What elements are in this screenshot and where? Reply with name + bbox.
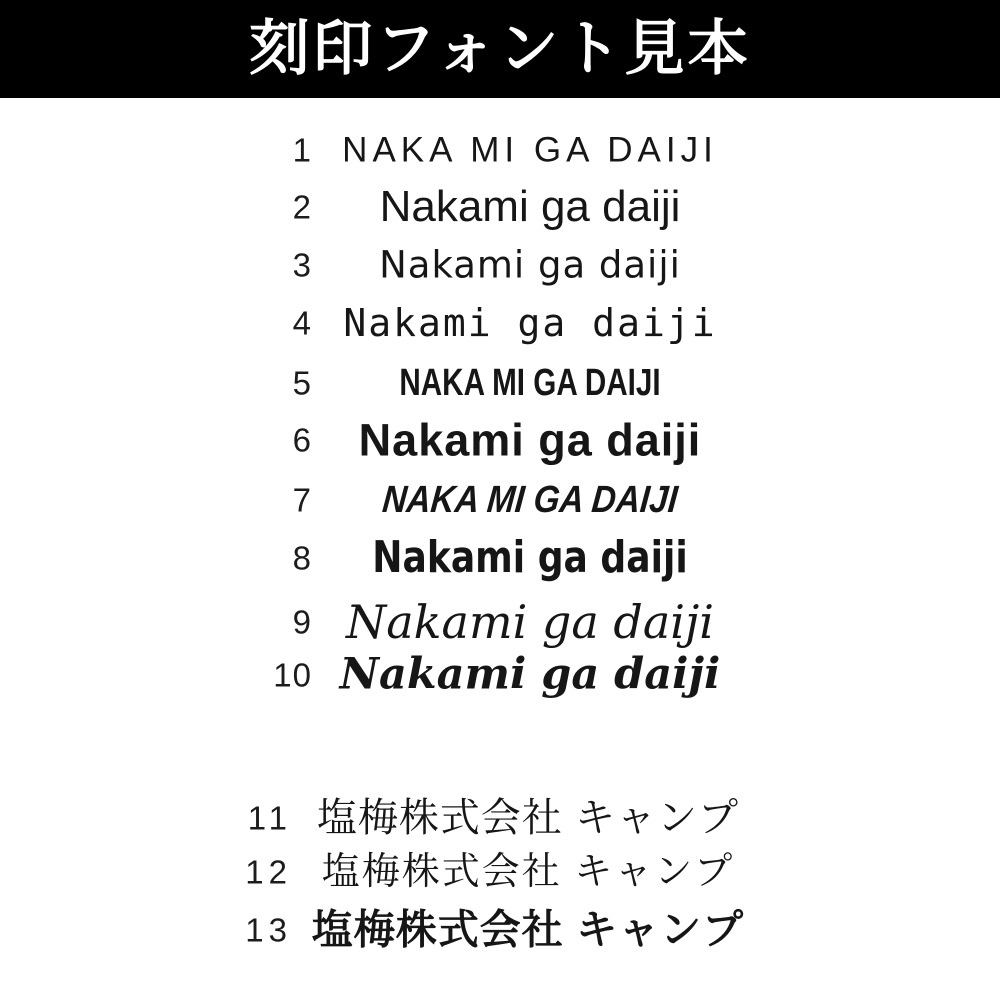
sample-number: 10 (273, 656, 312, 694)
page-title: 刻印フォント見本 (249, 15, 751, 82)
font-sample-row (0, 593, 1000, 651)
sample-number: 13 (245, 911, 292, 949)
sample-number: 9 (292, 603, 312, 641)
sample-text: 塩梅株式会社 キャンプ (311, 906, 745, 953)
sample-text: NAKA MI GA DAIJI (399, 362, 661, 404)
sample-number: 6 (292, 421, 312, 459)
sample-number: 1 (292, 131, 312, 169)
sample-text: NAKA MI GA DAIJI (380, 479, 680, 521)
font-sample-row (0, 236, 1000, 294)
sample-number: 11 (247, 799, 292, 837)
font-sample-row (0, 354, 1000, 412)
sample-number: 12 (245, 853, 292, 891)
font-sample-row (0, 843, 1000, 901)
sample-text: Nakami ga daiji (358, 414, 702, 466)
sample-text: Nakami ga daiji (379, 182, 681, 231)
sample-text: 塩梅株式会社 キャンプ (321, 851, 735, 893)
sample-number: 5 (292, 364, 312, 402)
font-sample-row (0, 789, 1000, 847)
font-sample-row (0, 121, 1000, 179)
font-sample-row (0, 529, 1000, 587)
sample-text: Nakami ga daiji (346, 595, 714, 649)
font-sample-row (0, 901, 1000, 959)
font-sample-row (0, 646, 1000, 704)
sample-number: 2 (292, 188, 312, 226)
sample-text: Nakami ga daiji (339, 649, 721, 700)
font-sample-row (0, 294, 1000, 352)
font-sample-row (0, 471, 1000, 529)
sample-number: 4 (292, 304, 312, 342)
sample-text: 塩梅株式会社 キャンプ (316, 796, 740, 840)
sample-text: Nakami ga daiji (379, 243, 681, 287)
sample-text: Nakami ga daiji (343, 301, 717, 345)
font-sample-row (0, 411, 1000, 469)
sample-text: Nakami ga daiji (372, 532, 688, 583)
sample-text: NAKA MI GA DAIJI (342, 130, 718, 170)
sample-number: 7 (292, 481, 312, 519)
header-bar (0, 0, 1000, 98)
sample-number: 8 (292, 539, 312, 577)
font-sample-row (0, 178, 1000, 236)
sample-number: 3 (292, 246, 312, 284)
